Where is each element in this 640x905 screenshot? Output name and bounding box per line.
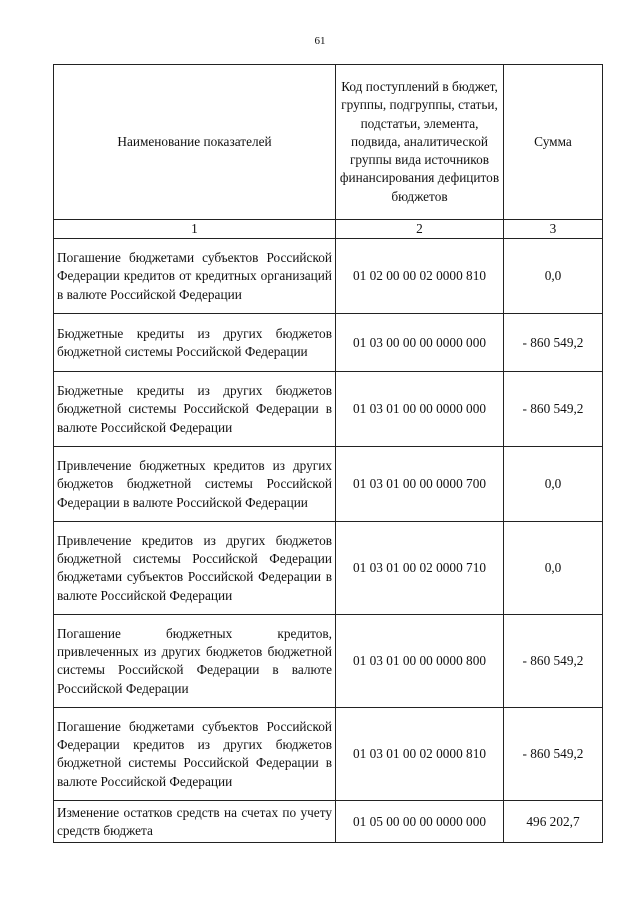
page-number: 61 bbox=[314, 35, 326, 47]
row-sum: 0,0 bbox=[504, 522, 603, 615]
table-row bbox=[54, 447, 603, 522]
row-code: 01 03 00 00 00 0000 000 bbox=[336, 314, 504, 372]
header-code: Код поступлений в бюджет, группы, подгруппы, статьи, подстатьи, элемента, подвида, аналитической группы вида источников финансирования дефицитов бюджетов bbox=[336, 65, 504, 220]
table-row bbox=[54, 314, 603, 372]
row-code: 01 03 01 00 00 0000 800 bbox=[336, 615, 504, 708]
row-sum: 0,0 bbox=[504, 239, 603, 314]
header-row bbox=[54, 65, 603, 220]
row-sum: 0,0 bbox=[504, 447, 603, 522]
table-row bbox=[54, 522, 603, 615]
row-name: Погашение бюджетами субъектов Российской Федерации кредитов от кредитных организаций в валюте Российской Федерации bbox=[54, 239, 336, 314]
table-row bbox=[54, 708, 603, 801]
header-name: Наименование показателей bbox=[54, 65, 336, 220]
row-name: Бюджетные кредиты из других бюджетов бюджетной системы Российской Федерации bbox=[54, 314, 336, 372]
row-name: Бюджетные кредиты из других бюджетов бюджетной системы Российской Федерации в валюте Российской Федерации bbox=[54, 372, 336, 447]
row-sum: 496 202,7 bbox=[504, 801, 603, 843]
table-row bbox=[54, 239, 603, 314]
row-code: 01 03 01 00 02 0000 810 bbox=[336, 708, 504, 801]
row-name: Погашение бюджетами субъектов Российской Федерации кредитов из других бюджетов бюджетной системы Российской Федерации в валюте Российской Федерации bbox=[54, 708, 336, 801]
row-code: 01 03 01 00 00 0000 000 bbox=[336, 372, 504, 447]
row-code: 01 03 01 00 00 0000 700 bbox=[336, 447, 504, 522]
row-sum: - 860 549,2 bbox=[504, 372, 603, 447]
sources-table bbox=[53, 64, 603, 843]
row-code: 01 03 01 00 02 0000 710 bbox=[336, 522, 504, 615]
row-name: Привлечение кредитов из других бюджетов бюджетной системы Российской Федерации бюджетами субъектов Российской Федерации в валюте Российской Федерации bbox=[54, 522, 336, 615]
table-row bbox=[54, 615, 603, 708]
column-number-3: 3 bbox=[504, 220, 603, 239]
table-row bbox=[54, 801, 603, 843]
column-number-2: 2 bbox=[336, 220, 504, 239]
column-number-row bbox=[54, 220, 603, 239]
row-code: 01 02 00 00 02 0000 810 bbox=[336, 239, 504, 314]
row-name: Погашение бюджетных кредитов, привлеченных из других бюджетов бюджетной системы Российской Федерации в валюте Российской Федерации bbox=[54, 615, 336, 708]
row-sum: - 860 549,2 bbox=[504, 615, 603, 708]
row-name: Изменение остатков средств на счетах по учету средств бюджета bbox=[54, 801, 336, 843]
column-number-1: 1 bbox=[54, 220, 336, 239]
row-name: Привлечение бюджетных кредитов из других бюджетов бюджетной системы Российской Федерации в валюте Российской Федерации bbox=[54, 447, 336, 522]
header-sum: Сумма bbox=[504, 65, 603, 220]
row-code: 01 05 00 00 00 0000 000 bbox=[336, 801, 504, 843]
table-row bbox=[54, 372, 603, 447]
row-sum: - 860 549,2 bbox=[504, 708, 603, 801]
row-sum: - 860 549,2 bbox=[504, 314, 603, 372]
